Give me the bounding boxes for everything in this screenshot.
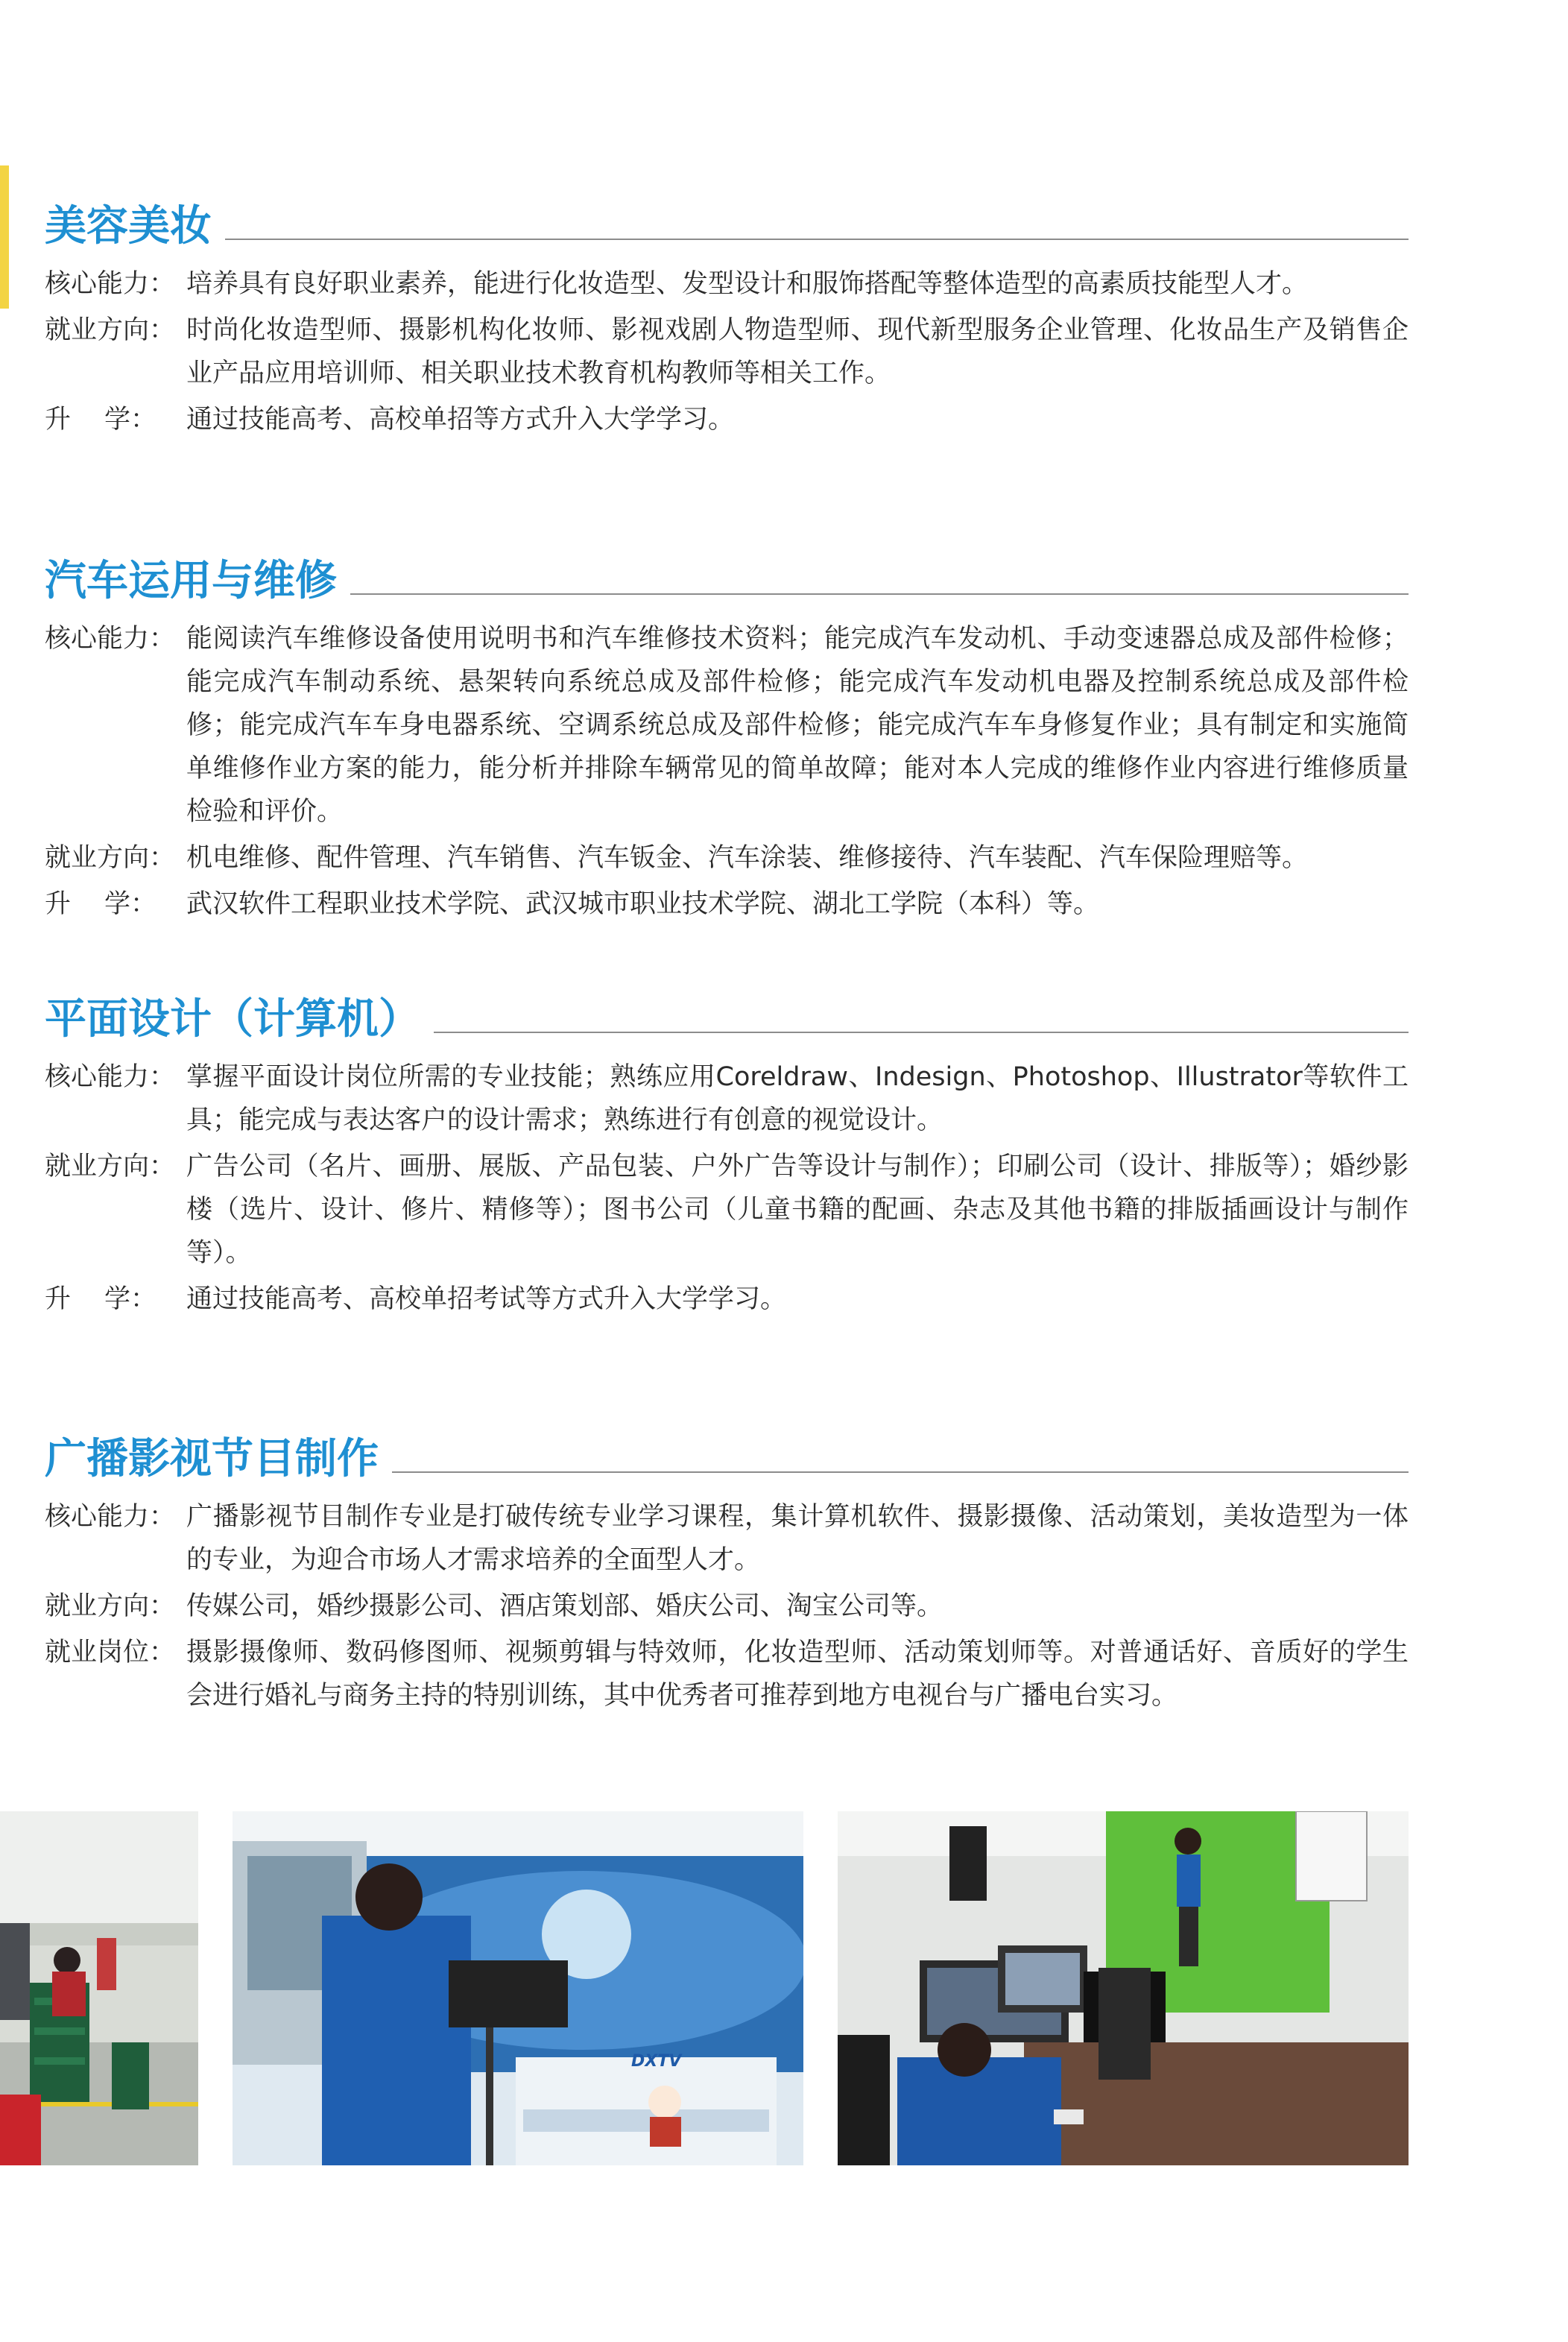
- row-label: 升 学：: [45, 405, 157, 435]
- row-text: 武汉软件工程职业技术学院、武汉城市职业技术学院、湖北工学院（本科）等。: [186, 889, 1100, 919]
- info-row: [45, 309, 1409, 395]
- section-header: [45, 192, 1409, 259]
- photo-green-screen: [838, 1811, 1409, 2165]
- section-auto: [45, 547, 1409, 926]
- photo-auto-workshop: [0, 1811, 198, 2165]
- row-label: 核心能力：: [45, 624, 176, 654]
- info-row: [45, 1055, 1409, 1142]
- row-label: 就业方向：: [45, 843, 176, 873]
- row-label: 就业方向：: [45, 315, 176, 345]
- row-text: 时尚化妆造型师、摄影机构化妆师、影视戏剧人物造型师、现代新型服务企业管理、化妆品生产及销售企业产品应用培训师、相关职业技术教育机构教师等相关工作。: [186, 315, 1409, 388]
- section-beauty: [45, 192, 1409, 441]
- info-row: [45, 1278, 1409, 1321]
- row-label: 就业方向：: [45, 1591, 176, 1621]
- row-text: 培养具有良好职业素养，能进行化妆造型、发型设计和服饰搭配等整体造型的高素质技能型人才。: [186, 269, 1309, 299]
- row-label: 就业岗位：: [45, 1638, 176, 1667]
- row-label: 就业方向：: [45, 1152, 176, 1181]
- photo-strip: [0, 1811, 1568, 2165]
- info-row: [45, 1495, 1409, 1582]
- section-header: [45, 547, 1409, 614]
- section-header: [45, 985, 1409, 1052]
- info-row: [45, 883, 1409, 926]
- row-text: 广播影视节目制作专业是打破传统专业学习课程，集计算机软件、摄影摄像、活动策划，美妆造型为一体的专业，为迎合市场人才需求培养的全面型人才。: [186, 1502, 1409, 1575]
- row-text: 能阅读汽车维修设备使用说明书和汽车维修技术资料；能完成汽车发动机、手动变速器总成及部件检修；能完成汽车制动系统、悬架转向系统总成及部件检修；能完成汽车发动机电器及控制系统总成及部件检修；能完成汽车车身电器系统、空调系统总成及部件检修；能完成汽车车身修复作业；具有制定和实施简单维修作业方案的能力，能分析并排除车辆常见的简单故障；能对本人完成的维修作业内容进行维修质量检验和评价。: [186, 624, 1409, 827]
- info-row: [45, 1585, 1409, 1628]
- row-label: 核心能力：: [45, 1062, 176, 1092]
- section-rule: [45, 239, 1409, 240]
- tv-logo: DXTV: [631, 2052, 682, 2071]
- accent-bar: [0, 165, 9, 309]
- row-label: 升 学：: [45, 889, 157, 919]
- photo-tv-studio: [233, 1811, 803, 2165]
- row-text: 机电维修、配件管理、汽车销售、汽车钣金、汽车涂装、维修接待、汽车装配、汽车保险理赔等。: [186, 843, 1309, 873]
- info-row: [45, 262, 1409, 306]
- row-text: 广告公司（名片、画册、展版、产品包装、户外广告等设计与制作）；印刷公司（设计、排版等）；婚纱影楼（选片、设计、修片、精修等）；图书公司（儿童书籍的配画、杂志及其他书籍的排版插画设计与制作等）。: [186, 1152, 1409, 1268]
- info-row: [45, 398, 1409, 441]
- section-broadcast: [45, 1425, 1409, 1717]
- row-label: 核心能力：: [45, 1502, 176, 1532]
- info-row: [45, 836, 1409, 880]
- row-text: 摄影摄像师、数码修图师、视频剪辑与特效师，化妆造型师、活动策划师等。对普通话好、音质好的学生会进行婚礼与商务主持的特别训练，其中优秀者可推荐到地方电视台与广播电台实习。: [186, 1638, 1409, 1711]
- section-header: [45, 1425, 1409, 1492]
- row-label: 升 学：: [45, 1284, 157, 1314]
- section-title: 平面设计（计算机）: [45, 990, 434, 1050]
- info-row: [45, 1631, 1409, 1717]
- info-row: [45, 1145, 1409, 1275]
- section-graphic-design: [45, 985, 1409, 1321]
- section-title: 美容美妆: [45, 197, 225, 256]
- section-title: 汽车运用与维修: [45, 552, 350, 611]
- row-text: 掌握平面设计岗位所需的专业技能；熟练应用Coreldraw、Indesign、Photoshop、Illustrator等软件工具；能完成与表达客户的设计需求；熟练进行有创意的视觉设计。: [186, 1062, 1409, 1135]
- row-label: 核心能力：: [45, 269, 176, 299]
- row-text: 传媒公司，婚纱摄影公司、酒店策划部、婚庆公司、淘宝公司等。: [186, 1591, 943, 1621]
- row-text: 通过技能高考、高校单招等方式升入大学学习。: [186, 405, 735, 435]
- section-title: 广播影视节目制作: [45, 1430, 392, 1489]
- info-row: [45, 617, 1409, 833]
- row-text: 通过技能高考、高校单招考试等方式升入大学学习。: [186, 1284, 787, 1314]
